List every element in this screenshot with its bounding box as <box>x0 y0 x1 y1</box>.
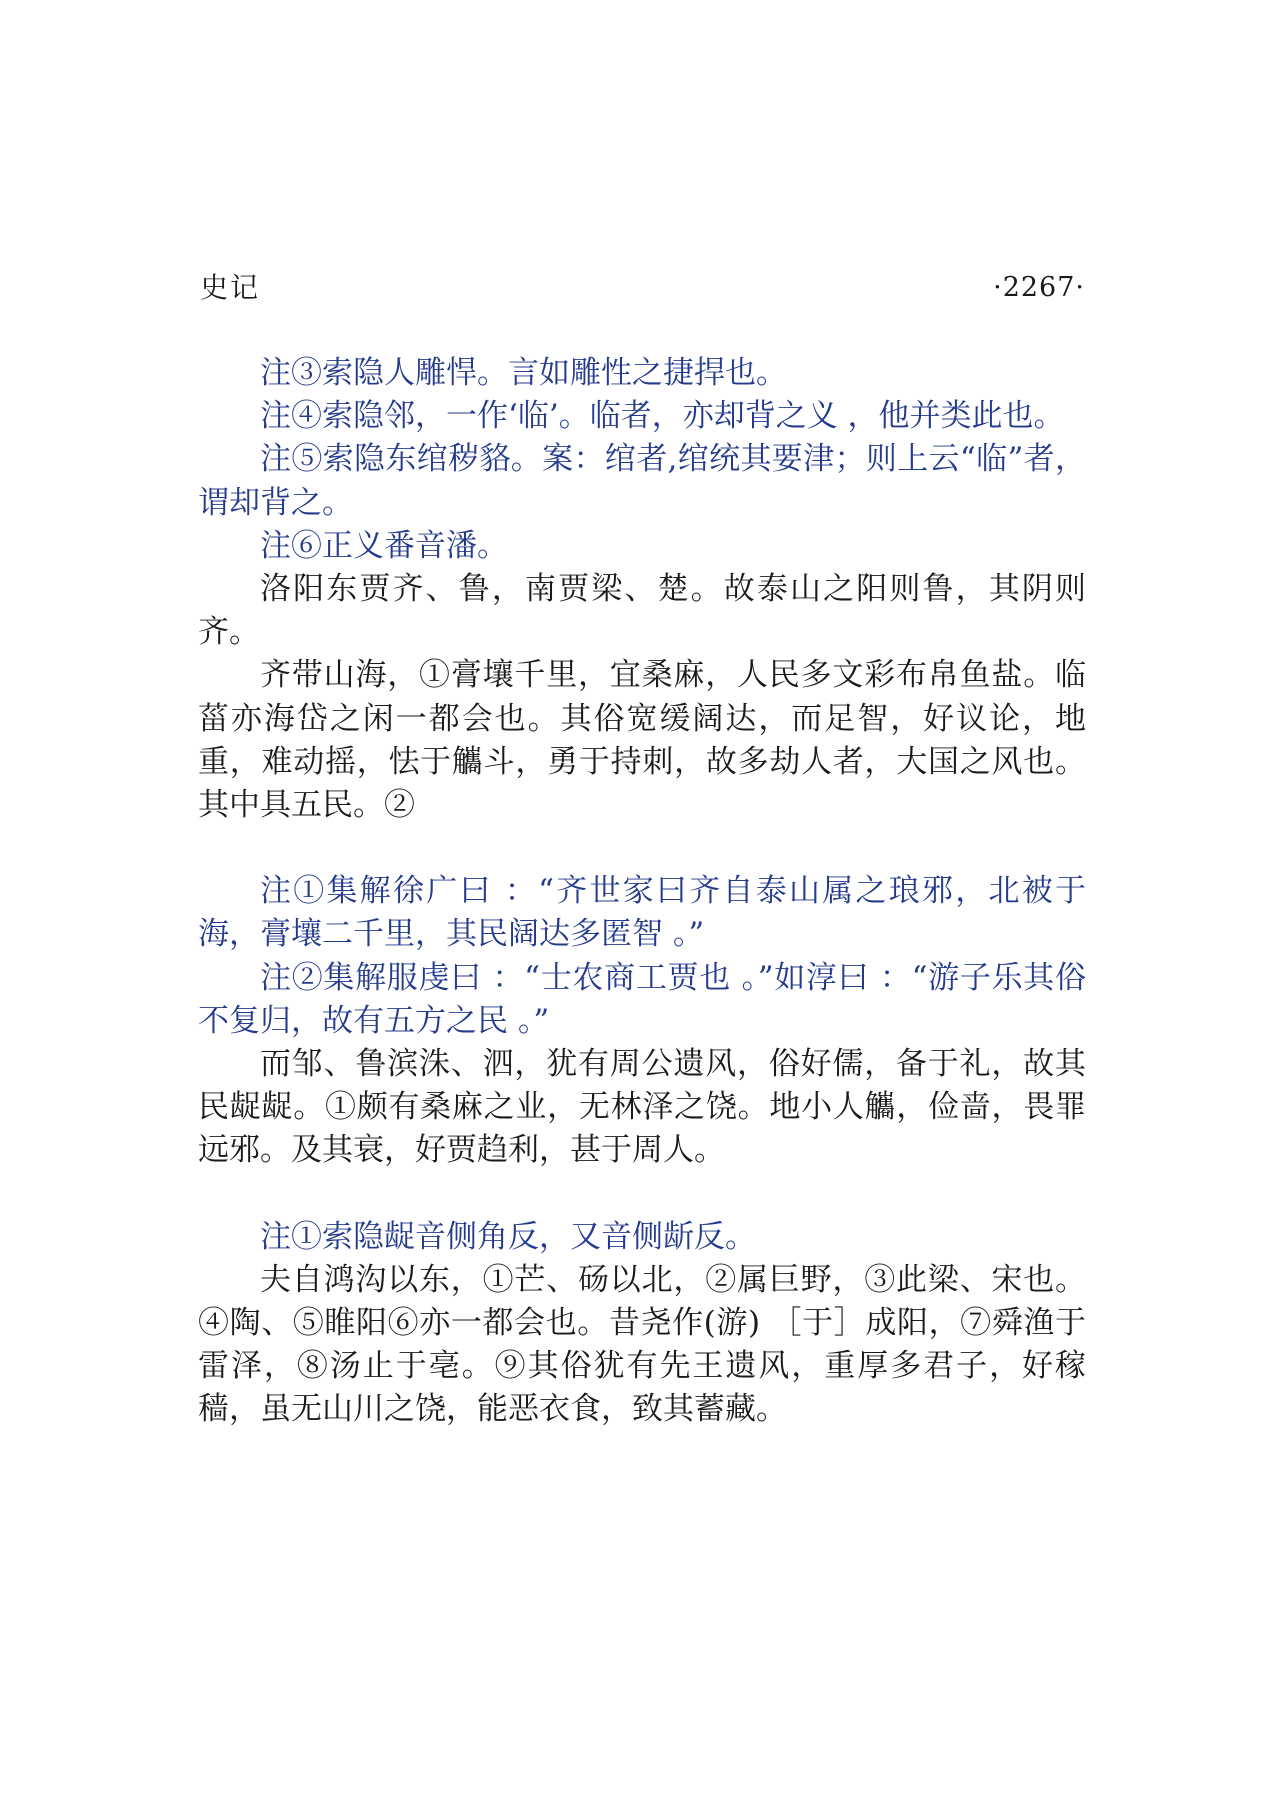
annotation-paragraph: 注④索隐邻，一作‘临’。临者，亦却背之义 ，他并类此也。 <box>260 398 1065 435</box>
annotation-paragraph: 注⑥正义番音潘。 <box>260 527 508 564</box>
main-text-paragraph: 而邹、鲁滨洙、泗，犹有周公遗风，俗好儒，备于礼，故其民龊龊。①颇有桑麻之业，无林泽之饶。地小人觿，俭啬，畏罪远邪。及其衰，好贾趋利，甚于周人。 <box>198 1046 1086 1169</box>
annotation-paragraph: 注①集解徐广曰 ：“齐世家曰齐自泰山属之琅邪，北被于海，膏壤二千里，其民阔达多匿智 。” <box>198 873 1086 953</box>
main-text-paragraph: 洛阳东贾齐、鲁，南贾梁、楚。故泰山之阳则鲁，其阴则齐。 <box>198 571 1086 651</box>
page-number: ·2267· <box>993 272 1085 303</box>
annotation-paragraph: 注①索隐龊音侧角反，又音侧龂反。 <box>260 1218 756 1255</box>
main-text-paragraph: 齐带山海，①膏壤千里，宜桑麻，人民多文彩布帛鱼盐。临菑亦海岱之闲一都会也。其俗宽缓阔达，而足智，好议论，地重，难动摇，怯于觿斗，勇于持刺，故多劫人者，大国之风也。其中具五民。② <box>198 657 1086 824</box>
paragraph-gap <box>198 1173 1086 1216</box>
annotation-paragraph: 注②集解服虔曰 ：“士农商工贾也 。”如淳曰 ：“游子乐其俗不复归，故有五方之民 。” <box>198 959 1086 1039</box>
body-text <box>198 352 1086 1432</box>
paragraph-gap <box>198 827 1086 870</box>
main-text-paragraph: 夫自鸿沟以东，①芒、砀以北，②属巨野，③此梁、宋也。④陶、⑤睢阳⑥亦一都会也。昔尧作(游) ［于］成阳，⑦舜渔于雷泽，⑧汤止于亳。⑨其俗犹有先王遗风，重厚多君子，好稼穑，虽无山川之饶，能恶衣食，致其蓄藏。 <box>198 1261 1086 1428</box>
annotation-paragraph: 注③索隐人雕悍。言如雕性之捷捍也。 <box>260 355 787 391</box>
annotation-paragraph: 注⑤索隐东绾秽貉。案：绾者,绾统其要津；则上云“临”者，谓却背之。 <box>198 441 1086 521</box>
running-title: 史记 <box>200 271 261 304</box>
